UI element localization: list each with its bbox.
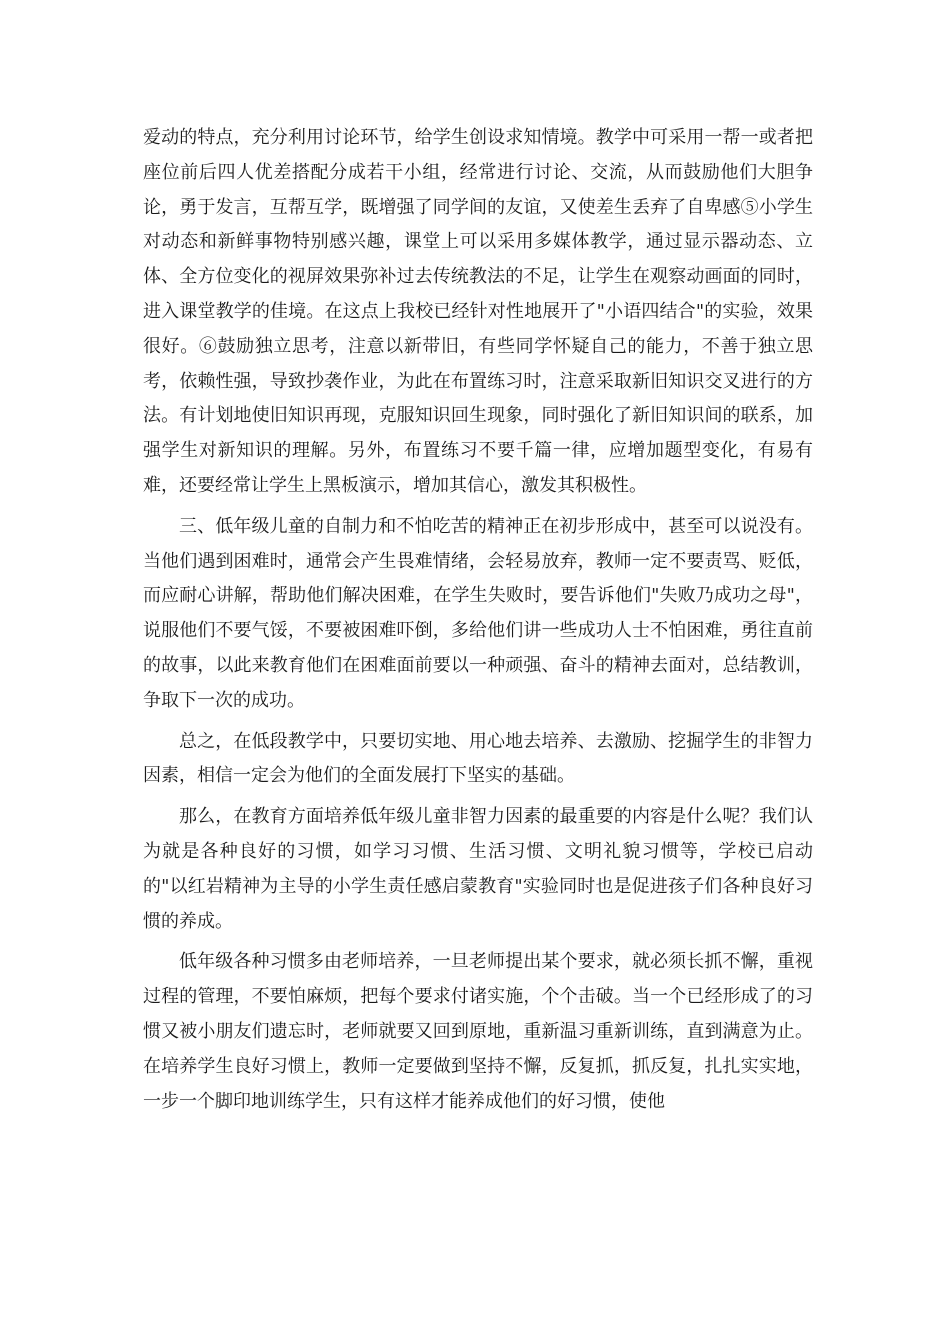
paragraph-3: 总之，在低段教学中，只要切实地、用心地去培养、去激励、挖掘学生的非智力因素，相信一定会为他们的全面发展打下坚实的基础。 xyxy=(143,730,813,787)
document-body xyxy=(143,121,813,1125)
paragraph-4: 那么，在教育方面培养低年级儿童非智力因素的最重要的内容是什么呢？我们认为就是各种良好的习惯，如学习习惯、生活习惯、文明礼貌习惯等，学校已启动的"以红岩精神为主导的小学生责任感启蒙教育"实验同时也是促进孩子们各种良好习惯的养成。 xyxy=(143,806,813,932)
paragraph-5: 低年级各种习惯多由老师培养，一旦老师提出某个要求，就必须长抓不懈，重视过程的管理，不要怕麻烦，把每个要求付诸实施，个个击破。当一个已经形成了的习惯又被小朋友们遗忘时，老师就要又回到原地，重新温习重新训练，直到满意为止。在培养学生良好习惯上，教师一定要做到坚持不懈，反复抓，抓反复，扎扎实实地，一步一个脚印地训练学生，只有这样才能养成他们的好习惯，使他 xyxy=(143,951,813,1112)
paragraph-2: 三、低年级儿童的自制力和不怕吃苦的精神正在初步形成中，甚至可以说没有。当他们遇到困难时，通常会产生畏难情绪，会轻易放弃，教师一定不要责骂、贬低，而应耐心讲解，帮助他们解决困难，在学生失败时，要告诉他们"失败乃成功之母"，说服他们不要气馁，不要被困难吓倒，多给他们讲一些成功人士不怕困难，勇往直前的故事，以此来教育他们在困难面前要以一种顽强、奋斗的精神去面对，总结教训，争取下一次的成功。 xyxy=(143,515,813,711)
paragraph-1: 爱动的特点，充分利用讨论环节，给学生创设求知情境。教学中可采用一帮一或者把座位前后四人优差搭配分成若干小组，经常进行讨论、交流，从而鼓励他们大胆争论，勇于发言，互帮互学，既增强了同学间的友谊，又使差生丢弃了自卑感⑤小学生对动态和新鲜事物特别感兴趣，课堂上可以采用多媒体教学，通过显示器动态、立体、全方位变化的视屏效果弥补过去传统教法的不足，让学生在观察动画面的同时，进入课堂教学的佳境。在这点上我校已经针对性地展开了"小语四结合"的实验，效果很好。⑥鼓励独立思考，注意以新带旧，有些同学怀疑自己的能力，不善于独立思考，依赖性强，导致抄袭作业，为此在布置练习时，注意采取新旧知识交叉进行的方法。有计划地使旧知识再现，克服知识回生现象，同时强化了新旧知识间的联系，加强学生对新知识的理解。另外，布置练习不要千篇一律，应增加题型变化，有易有难，还要经常让学生上黑板演示，增加其信心，激发其积极性。 xyxy=(143,127,813,496)
